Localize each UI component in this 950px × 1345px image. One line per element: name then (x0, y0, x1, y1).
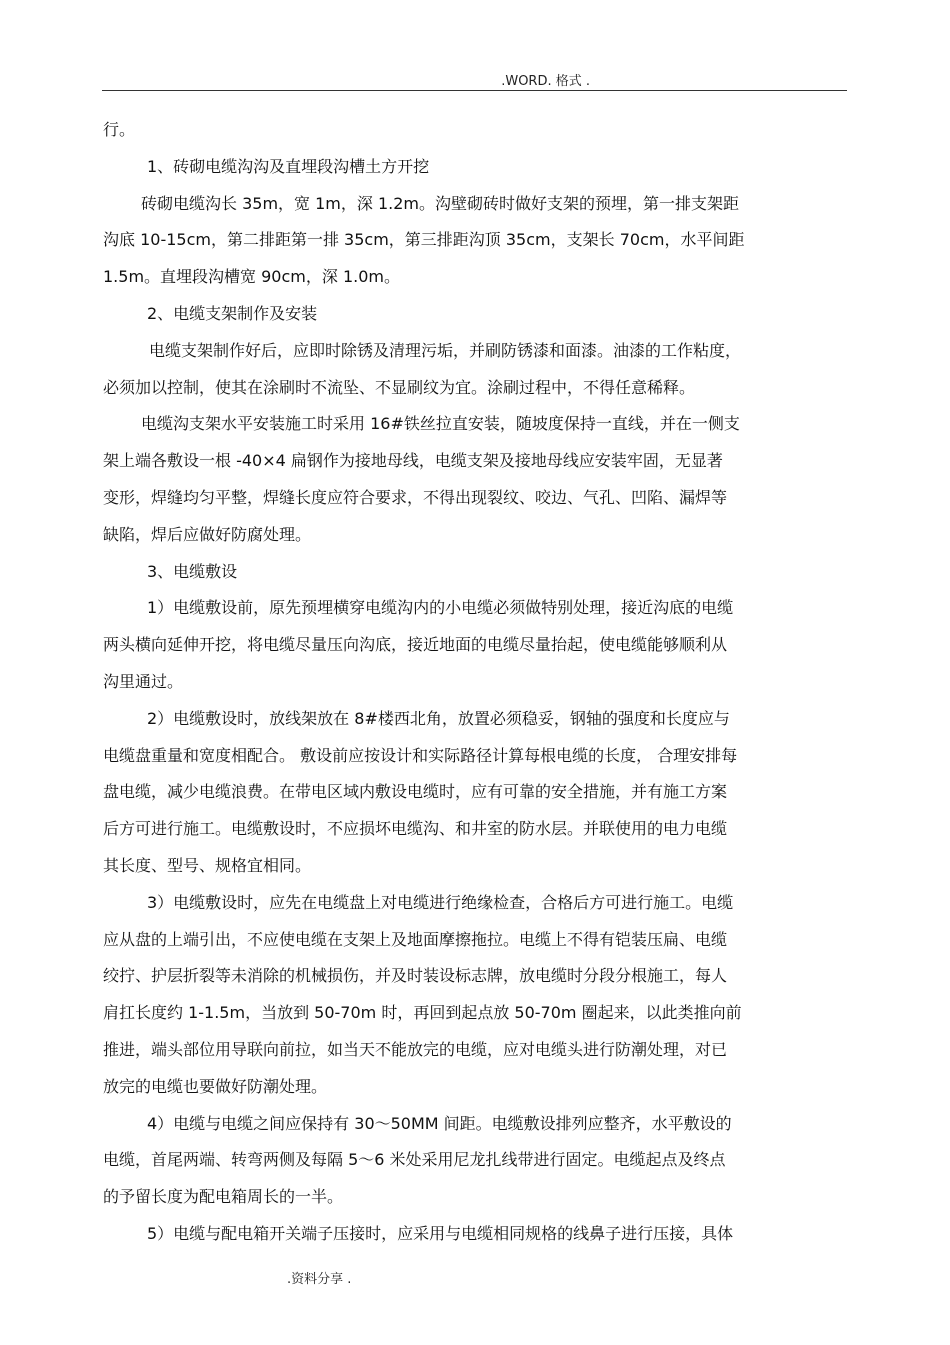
page-header: .WORD. 格式 . (501, 74, 590, 89)
page-footer: .资料分享 . (287, 1272, 352, 1287)
text-line: 3）电缆敷设时，应先在电缆盘上对电缆进行绝缘检查，合格后方可进行施工。电缆 (147, 892, 734, 912)
text-line: 应从盘的上端引出，不应使电缆在支架上及地面摩擦拖拉。电缆上不得有铠装压扁、电缆 (103, 929, 728, 949)
text-line: 2、电缆支架制作及安装 (147, 303, 318, 323)
text-line: 1.5m。直埋段沟槽宽 90cm，深 1.0m。 (103, 267, 400, 287)
text-line: 4）电缆与电缆之间应保持有 30～50MM 间距。电缆敷设排列应整齐，水平敷设的 (147, 1113, 732, 1133)
text-line: 1）电缆敷设前，原先预埋横穿电缆沟内的小电缆必须做特别处理，接近沟底的电缆 (147, 598, 734, 618)
text-line: 绞拧、护层折裂等未消除的机械损伤，并及时装设标志牌，放电缆时分段分根施工，每人 (103, 966, 728, 986)
text-line: 电缆支架制作好后，应即时除锈及清理污垢，并刷防锈漆和面漆。油漆的工作粘度， (149, 340, 742, 360)
text-line: 缺陷，焊后应做好防腐处理。 (103, 524, 312, 544)
text-line: 行。 (103, 120, 136, 139)
text-line: 沟里通过。 (103, 671, 184, 691)
text-line: 其长度、型号、规格宜相同。 (103, 855, 312, 875)
text-line: 架上端各敷设一根 -40×4 扁钢作为接地母线，电缆支架及接地母线应安装牢固，无显著 (103, 451, 723, 471)
text-line: 变形，焊缝均匀平整，焊缝长度应符合要求，不得出现裂纹、咬边、气孔、凹陷、漏焊等 (103, 487, 728, 507)
text-line: 放完的电缆也要做好防潮处理。 (103, 1076, 328, 1096)
text-line: 两头横向延伸开挖，将电缆尽量压向沟底，接近地面的电缆尽量抬起，使电缆能够顺利从 (103, 635, 728, 655)
text-line: 推进，端头部位用导联向前拉，如当天不能放完的电缆，应对电缆头进行防潮处理，对已 (103, 1039, 728, 1059)
header-rule (102, 90, 847, 91)
text-line: 5）电缆与配电箱开关端子压接时，应采用与电缆相同规格的线鼻子进行压接，具体 (147, 1223, 734, 1243)
text-line: 2）电缆敷设时，放线架放在 8#楼西北角，放置必须稳妥，钢轴的强度和长度应与 (147, 708, 730, 728)
text-line: 肩扛长度约 1-1.5m，当放到 50-70m 时，再回到起点放 50-70m 圈起来，以此类推向前 (103, 1003, 742, 1023)
text-line: 盘电缆，减少电缆浪费。在带电区域内敷设电缆时，应有可靠的安全措施，并有施工方案 (103, 782, 728, 802)
text-line: 砖砌电缆沟长 35m，宽 1m，深 1.2m。沟壁砌砖时做好支架的预埋，第一排支架距 (141, 193, 740, 213)
document-body (103, 112, 848, 1253)
text-line: 沟底 10-15cm，第二排距第一排 35cm，第三排距沟顶 35cm，支架长 70cm，水平间距 (103, 230, 745, 250)
text-line: 的予留长度为配电箱周长的一半。 (103, 1187, 344, 1207)
text-line: 电缆，首尾两端、转弯两侧及每隔 5～6 米处采用尼龙扎线带进行固定。电缆起点及终点 (103, 1150, 726, 1170)
text-line: 必须加以控制，使其在涂刷时不流坠、不显刷纹为宜。涂刷过程中，不得任意稀释。 (103, 377, 696, 397)
text-line: 后方可进行施工。电缆敷设时，不应损坏电缆沟、和井室的防水层。并联使用的电力电缆 (103, 819, 728, 839)
text-line: 3、电缆敷设 (147, 561, 238, 581)
text-line: 电缆沟支架水平安装施工时采用 16#铁丝拉直安装，随坡度保持一直线，并在一侧支 (141, 414, 740, 434)
text-line: 1、砖砌电缆沟沟及直埋段沟槽土方开挖 (147, 156, 430, 176)
text-line: 电缆盘重量和宽度相配合。 敷设前应按设计和实际路径计算每根电缆的长度， 合理安排每 (103, 745, 738, 765)
